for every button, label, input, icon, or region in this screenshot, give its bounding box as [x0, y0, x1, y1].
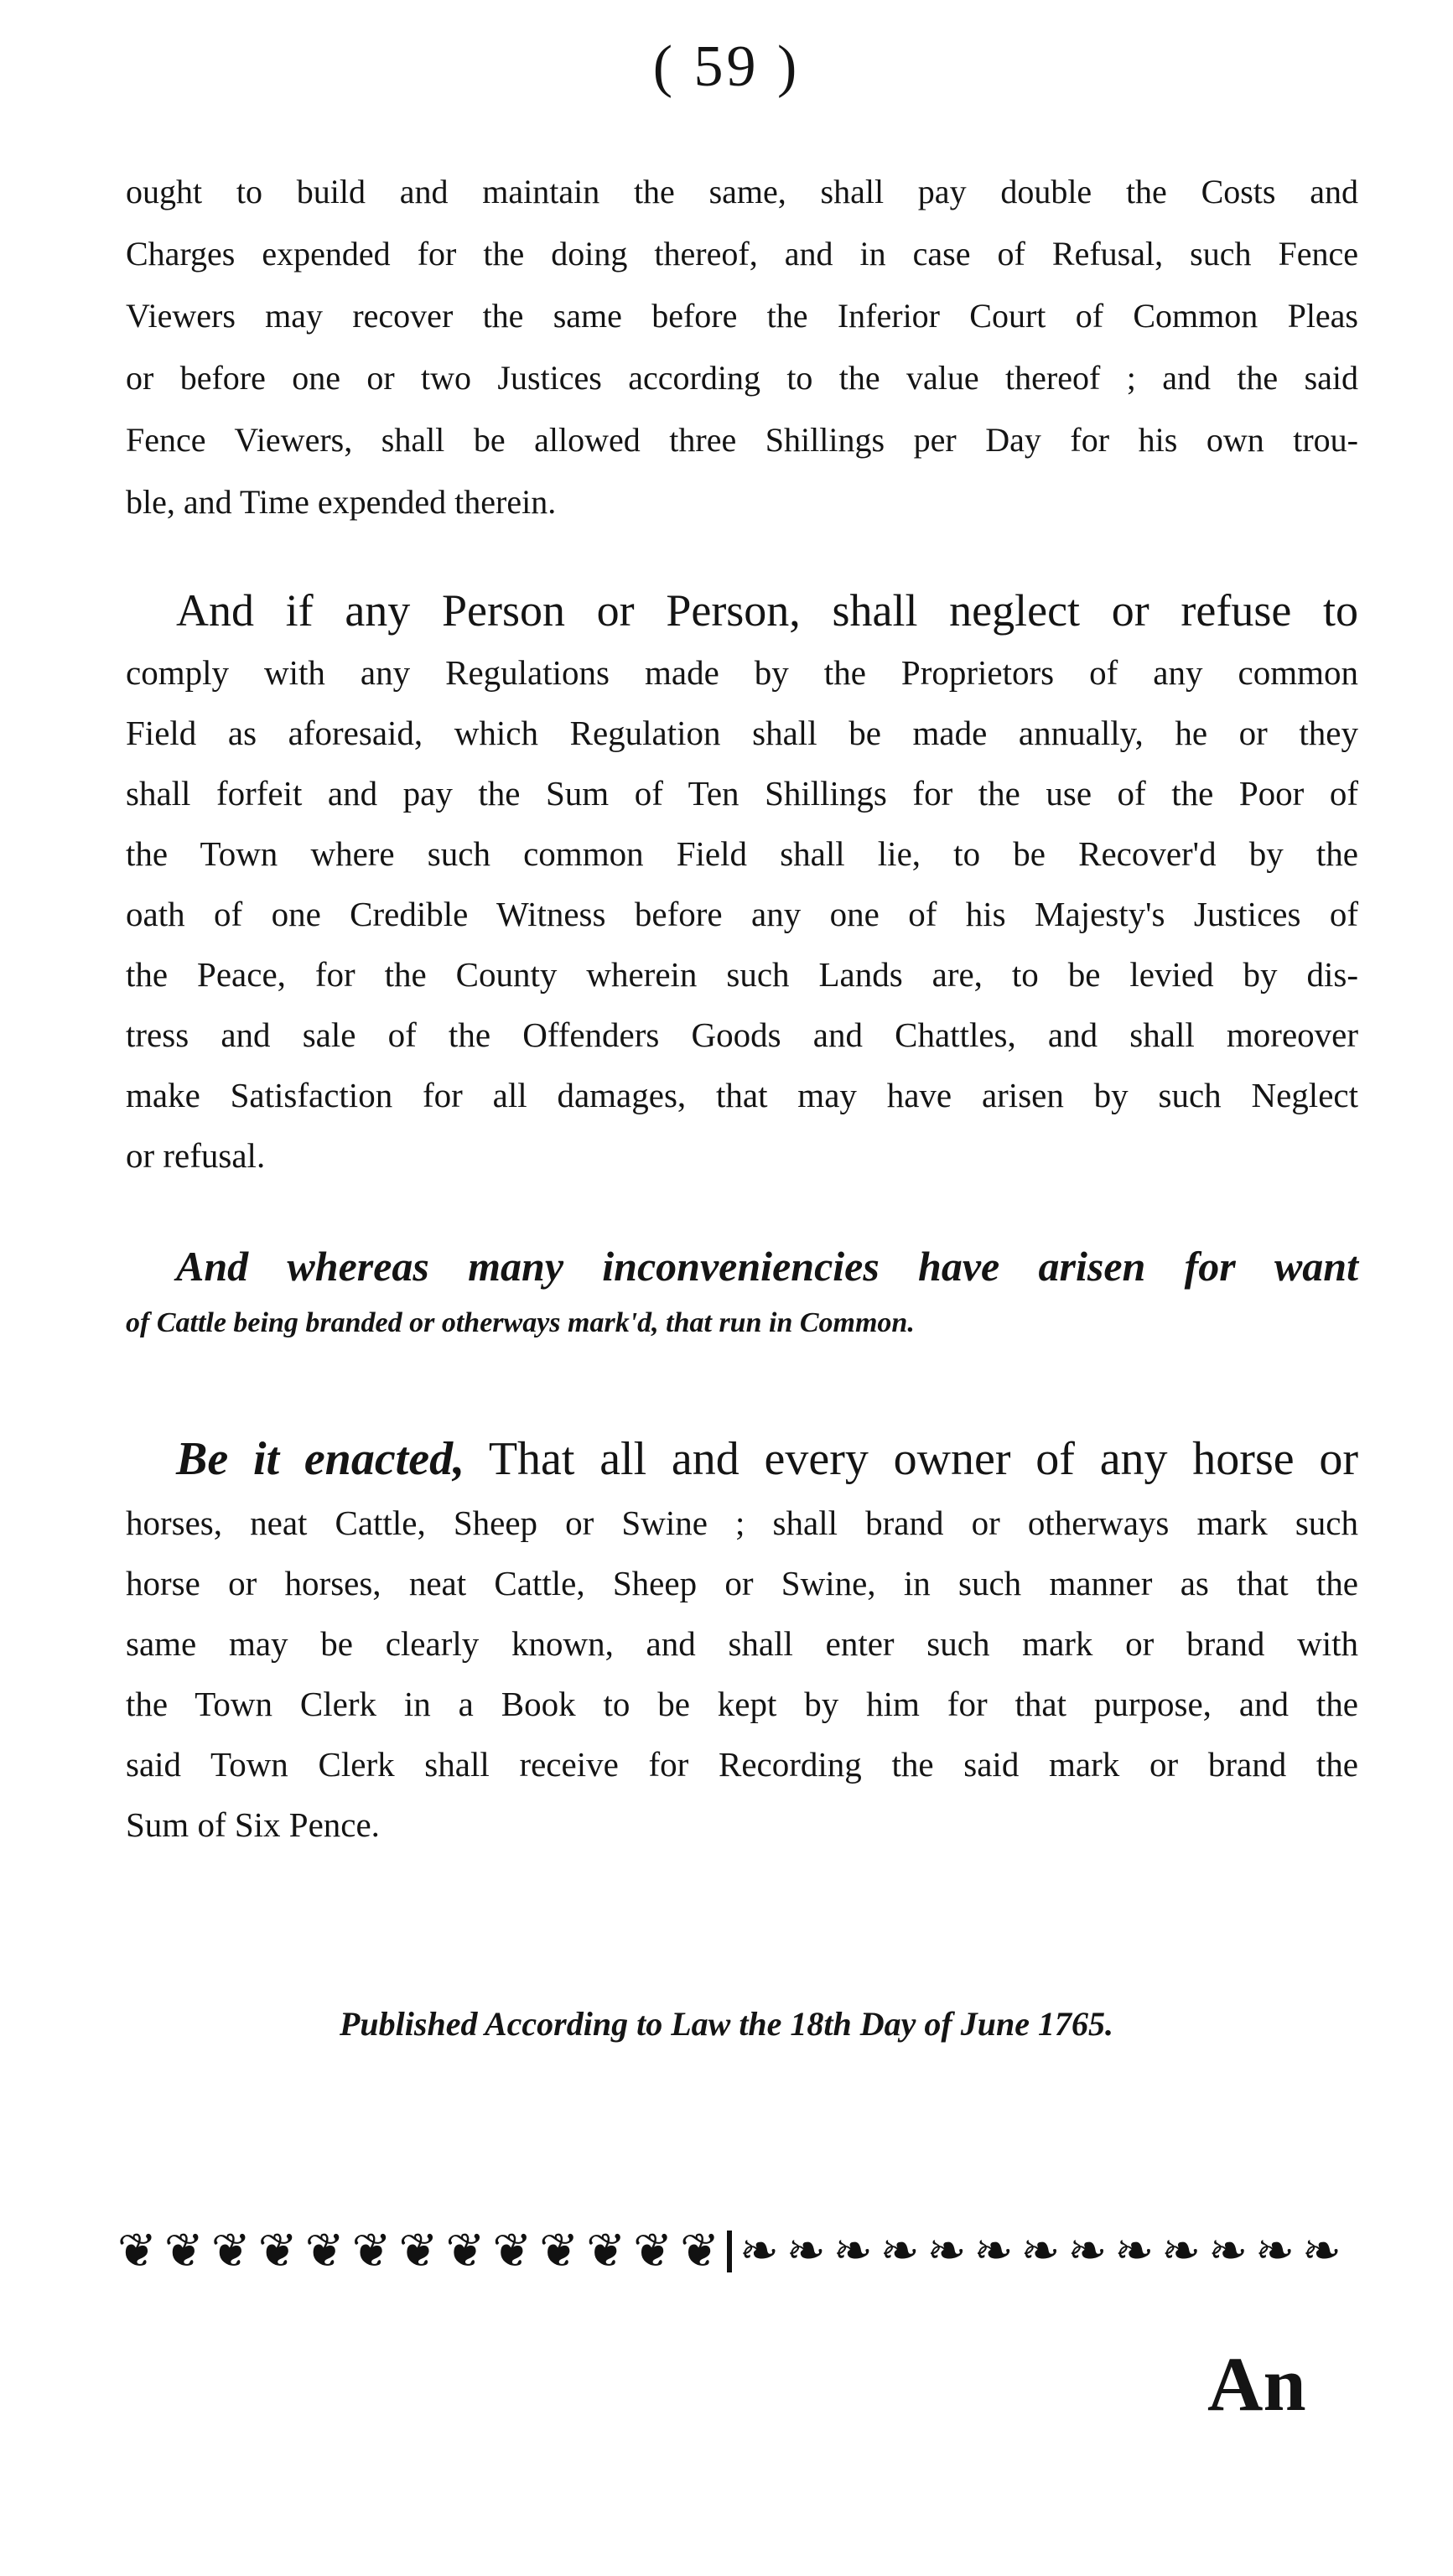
text-line: of Cattle being branded or otherways mark'd, that run in Common.	[126, 1307, 915, 1338]
text-line: tress and sale of the Offenders Goods and Chattles, and shall moreover	[126, 1015, 1358, 1054]
text-line: the Peace, for the County wherein such Lands are, to be levied by dis-	[126, 955, 1358, 994]
text-line: oath of one Credible Witness before any one of his Majesty's Justices of	[126, 895, 1358, 933]
fleuron-icon: ❦	[163, 2225, 204, 2277]
fleuron-icon: ❦	[398, 2225, 438, 2277]
paragraph-whereas	[126, 1233, 1358, 1347]
fleuron-icon: ❧	[1067, 2225, 1108, 2277]
fleuron-icon: ❧	[973, 2225, 1014, 2277]
text-line: the Town Clerk in a Book to be kept by him for that purpose, and the	[126, 1685, 1358, 1723]
fleuron-icon: ❧	[1020, 2225, 1061, 2277]
text-line: Charges expended for the doing thereof, and in case of Refusal, such Fence	[126, 235, 1358, 273]
text-line: make Satisfaction for all damages, that may have arisen by such Neglect	[126, 1076, 1358, 1114]
fleuron-icon: ❧	[1114, 2225, 1155, 2277]
text-line: Sum of Six Pence.	[126, 1805, 380, 1844]
text-line: horses, neat Cattle, Sheep or Swine ; shall brand or otherways mark such	[126, 1504, 1358, 1542]
fleuron-icon: ❧	[1161, 2225, 1201, 2277]
fleuron-icon: ❦	[539, 2225, 579, 2277]
text-line: And if any Person or Person, shall neglect or refuse to	[176, 585, 1358, 636]
catchword: An	[1207, 2341, 1306, 2427]
text-line	[126, 1426, 1358, 1493]
fleuron-icon: ❦	[680, 2225, 719, 2277]
paragraph-fence-viewers	[126, 161, 1358, 533]
text-line: same may be clearly known, and shall enter such mark or brand with	[126, 1624, 1358, 1663]
fleuron-icon: ❦	[210, 2225, 251, 2277]
fleuron-icon: ❧	[880, 2225, 920, 2277]
fleuron-icon: ❧	[833, 2225, 873, 2277]
paragraph-be-it-enacted	[126, 1426, 1358, 1855]
enacted-rest: That all and every owner of any horse or	[464, 1433, 1358, 1485]
publication-notice: Published According to Law the 18th Day of June 1765.	[339, 2005, 1113, 2043]
text-line: shall forfeit and pay the Sum of Ten Shillings for the use of the Poor of	[126, 774, 1358, 813]
fleuron-icon: ❦	[304, 2225, 345, 2277]
fleuron-icon: ❧	[1255, 2225, 1295, 2277]
text-line: or refusal.	[126, 1136, 266, 1175]
ornament-divider	[727, 2231, 732, 2272]
fleuron-icon: ❧	[786, 2225, 826, 2277]
fleuron-icon: ❦	[492, 2225, 532, 2277]
fleuron-icon: ❦	[117, 2225, 157, 2277]
fleuron-icon: ❦	[351, 2225, 392, 2277]
enacted-lead: Be it enacted,	[176, 1433, 465, 1485]
fleuron-icon: ❧	[1208, 2225, 1248, 2277]
text-line: Fence Viewers, shall be allowed three Shillings per Day for his own trou-	[126, 421, 1358, 459]
fleuron-icon: ❧	[1302, 2225, 1341, 2277]
text-line: comply with any Regulations made by the Proprietors of any common	[126, 653, 1358, 692]
fleuron-icon: ❧	[739, 2225, 779, 2277]
paragraph-common-field	[126, 579, 1358, 1186]
text-line: or before one or two Justices according to the value thereof ; and the said	[126, 359, 1358, 397]
text-line: horse or horses, neat Cattle, Sheep or Swine, in such manner as that the	[126, 1564, 1358, 1602]
fleuron-icon: ❦	[633, 2225, 673, 2277]
fleuron-icon: ❦	[586, 2225, 626, 2277]
text-line: ble, and Time expended therein.	[126, 483, 557, 521]
text-line: ought to build and maintain the same, shall pay double the Costs and	[126, 173, 1358, 210]
page-number: ( 59 )	[652, 34, 801, 99]
fleuron-icon: ❦	[257, 2225, 298, 2277]
fleuron-icon: ❦	[445, 2225, 485, 2277]
text-line: And whereas many inconveniencies have arisen for want	[176, 1243, 1358, 1290]
text-line: Viewers may recover the same before the Inferior Court of Common Pleas	[126, 297, 1358, 335]
text-line: said Town Clerk shall receive for Recording the said mark or brand the	[126, 1745, 1358, 1784]
text-line: the Town where such common Field shall lie, to be Recover'd by the	[126, 834, 1358, 873]
ornament-border	[117, 2222, 1341, 2281]
fleuron-icon: ❧	[926, 2225, 967, 2277]
text-line: Field as aforesaid, which Regulation shall be made annually, he or they	[126, 714, 1358, 752]
